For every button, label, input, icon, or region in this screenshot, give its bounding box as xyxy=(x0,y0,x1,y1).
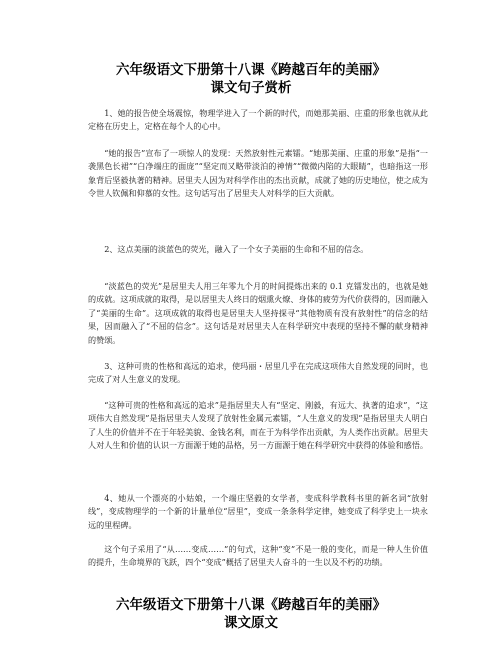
paragraph-2: “她的报告”宣布了一项惊人的发现：天然放射性元素镭。“她那美丽、庄重的形象”是指“一袭黑色长裙”“白净端庄的面庞”“坚定而又略带淡泊的神情”“微微内陷的大眼睛”，也暗指这一形象背后坚毅执著的精神。居里夫人因为对科学作出的杰出贡献，成就了她的历史地位，使之成为令世人钦佩和仰慕的女性。这句话写出了居里夫人对科学的巨大贡献。 xyxy=(88,148,428,199)
paragraph-1: 1、她的报告使全场震惊，物理学进入了一个新的时代，而她那美丽、庄重的形象也就从此定格在历史上，定格在每个人的心中。 xyxy=(88,108,428,132)
paragraph-4: “淡蓝色的荧光”是居里夫人用三年零九个月的时间提炼出来的 0.1 克镭发出的，也就是她的成就。这项成就的取得，是以居里夫人终日的烟熏火燎、身体的疲劳为代价获得的，因而融入了“美丽的生命”。这项成就的取得也是居里夫人坚持探寻“其他物质有没有放射性”的信念的结果，因而融入了“不屈的信念”。这句话是对居里夫人在科学研究中表现的坚持不懈的献身精神的赞颂。 xyxy=(88,281,428,345)
paragraph-5: 3、这种可贵的性格和高远的追求，使玛丽・居里几乎在完成这项伟大自然发现的同时，也完成了对人生意义的发现。 xyxy=(88,361,428,385)
paragraph-7: 4、她从一个漂亮的小姑娘，一个端庄坚毅的女学者，变成科学教科书里的新名词“放射线”，变成物理学的一个新的计量单位“居里”，变成一条条科学定律，她变成了科学史上一块永远的里程碑。 xyxy=(88,493,428,530)
paragraph-6: “这种可贵的性格和高远的追求”是指居里夫人有“坚定、刚毅，有远大、执著的追求”，“这项伟大自然发现”是指居里夫人发现了放射性金属元素镭，“人生意义的发现”是指居里夫人明白了人生的价值并不在于年轻美貌、金钱名利，而在于为科学作出贡献，为人类作出贡献。居里夫人对人生和价值的认识一方面源于她的品格，另一方面源于她在科学研究中获得的体验和感悟。 xyxy=(88,400,428,451)
section-subtitle-original-text: 课文原文 xyxy=(224,615,278,631)
paragraph-8: 这个句子采用了“从……变成……”的句式，这种“变”不是一般的变化，而是一种人生价值的提升，生命境界的飞跃，四个“变成”概括了居里夫人奋斗的一生以及不朽的功绩。 xyxy=(88,544,428,568)
section-subtitle-appreciation: 课文句子赏析 xyxy=(210,80,292,96)
paragraph-3: 2、这点美丽的淡蓝色的荧光，融入了一个女子美丽的生命和不屈的信念。 xyxy=(104,244,369,254)
document-title: 六年级语文下册第十八课《跨越百年的美丽》 xyxy=(116,62,386,78)
document-title-2: 六年级语文下册第十八课《跨越百年的美丽》 xyxy=(116,597,386,613)
